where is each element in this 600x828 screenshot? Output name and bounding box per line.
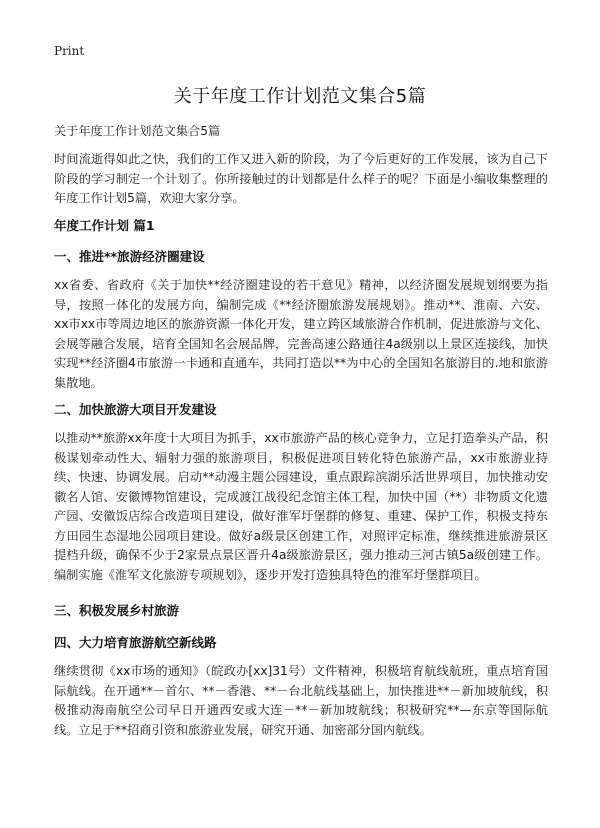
print-link[interactable]: Print	[54, 44, 85, 58]
intro-paragraph: 时间流逝得如此之快，我们的工作又进入新的阶段，为了今后更好的工作发展，该为自己下阶段的学习制定一个计划了。你所接触过的计划都是什么样子的呢？下面是小编收集整理的年度工作计划5篇，欢迎大家分享。	[54, 152, 548, 205]
section-heading-1: 一、推进**旅游经济圈建设	[54, 249, 205, 264]
plan-heading: 年度工作计划 篇1	[54, 218, 155, 233]
section-body-2: 以推动**旅游xx年度十大项目为抓手，xx市旅游产品的核心竞争力，立足打造拳头产品，积极谋划牵动性大、辐射力强的旅游项目，积极促进项目转化特色旅游产品，xx市旅游业持续、快速、协调发展。启动**动漫主题公园建设，重点跟踪滨湖乐活世界项目，加快推动安徽名人馆、安徽博物馆建设，完成渡江战役纪念馆主体工程，加快中国（**）非物质文化遗产园、安徽饭店综合改造项目建设，做好淮军圩堡群的修复、重建、保护工作，积极支持东方田园生态湿地公园项目建设。做好a级景区创建工作，对照评定标准，继续推进旅游景区提档升级，确保不少于2家景点景区晋升4a级旅游景区，强力推动三河古镇5a级创建工作。编制实施《淮军文化旅游专项规划》，逐步开发打造独具特色的淮军圩堡群项目。	[54, 431, 548, 582]
section-body-1: xx省委、省政府《关于加快**经济圈建设的若干意见》精神，以经济圈发展规划纲要为指导，按照一体化的发展方向，编制完成《**经济圈旅游发展规划》。推动**、淮南、六安、xx市xx市等周边地区的旅游资源一体化开发，建立跨区域旅游合作机制，促进旅游与文化、会展等融合发展，培育全国知名会展品牌，完善高速公路通往4a级别以上景区连接线，加快实现**经济圈4市旅游一卡通和直通车，共同打造以**为中心的全国知名旅游目的.地和旅游集散地。	[54, 278, 548, 390]
section-heading-3: 三、积极发展乡村旅游	[54, 603, 180, 618]
section-heading-2: 二、加快旅游大项目开发建设	[54, 402, 217, 417]
document-subtitle: 关于年度工作计划范文集合5篇	[54, 124, 221, 138]
page-title: 关于年度工作计划范文集合5篇	[173, 86, 427, 107]
section-body-4: 继续贯彻《xx市场的通知》（皖政办[xx]31号）文件精神，积极培育航线航班，重点培育国际航线。在开通**－首尔、**－香港、**－台北航线基础上，加快推进**－新加坡航线，积极推动海南航空公司早日开通西安或大连－**－新加坡航线；积极研究**—东京等国际航线。立足于**招商引资和旅游业发展，研究开通、加密部分国内航线。	[54, 664, 548, 737]
section-heading-4: 四、大力培育旅游航空新线路	[54, 635, 217, 650]
